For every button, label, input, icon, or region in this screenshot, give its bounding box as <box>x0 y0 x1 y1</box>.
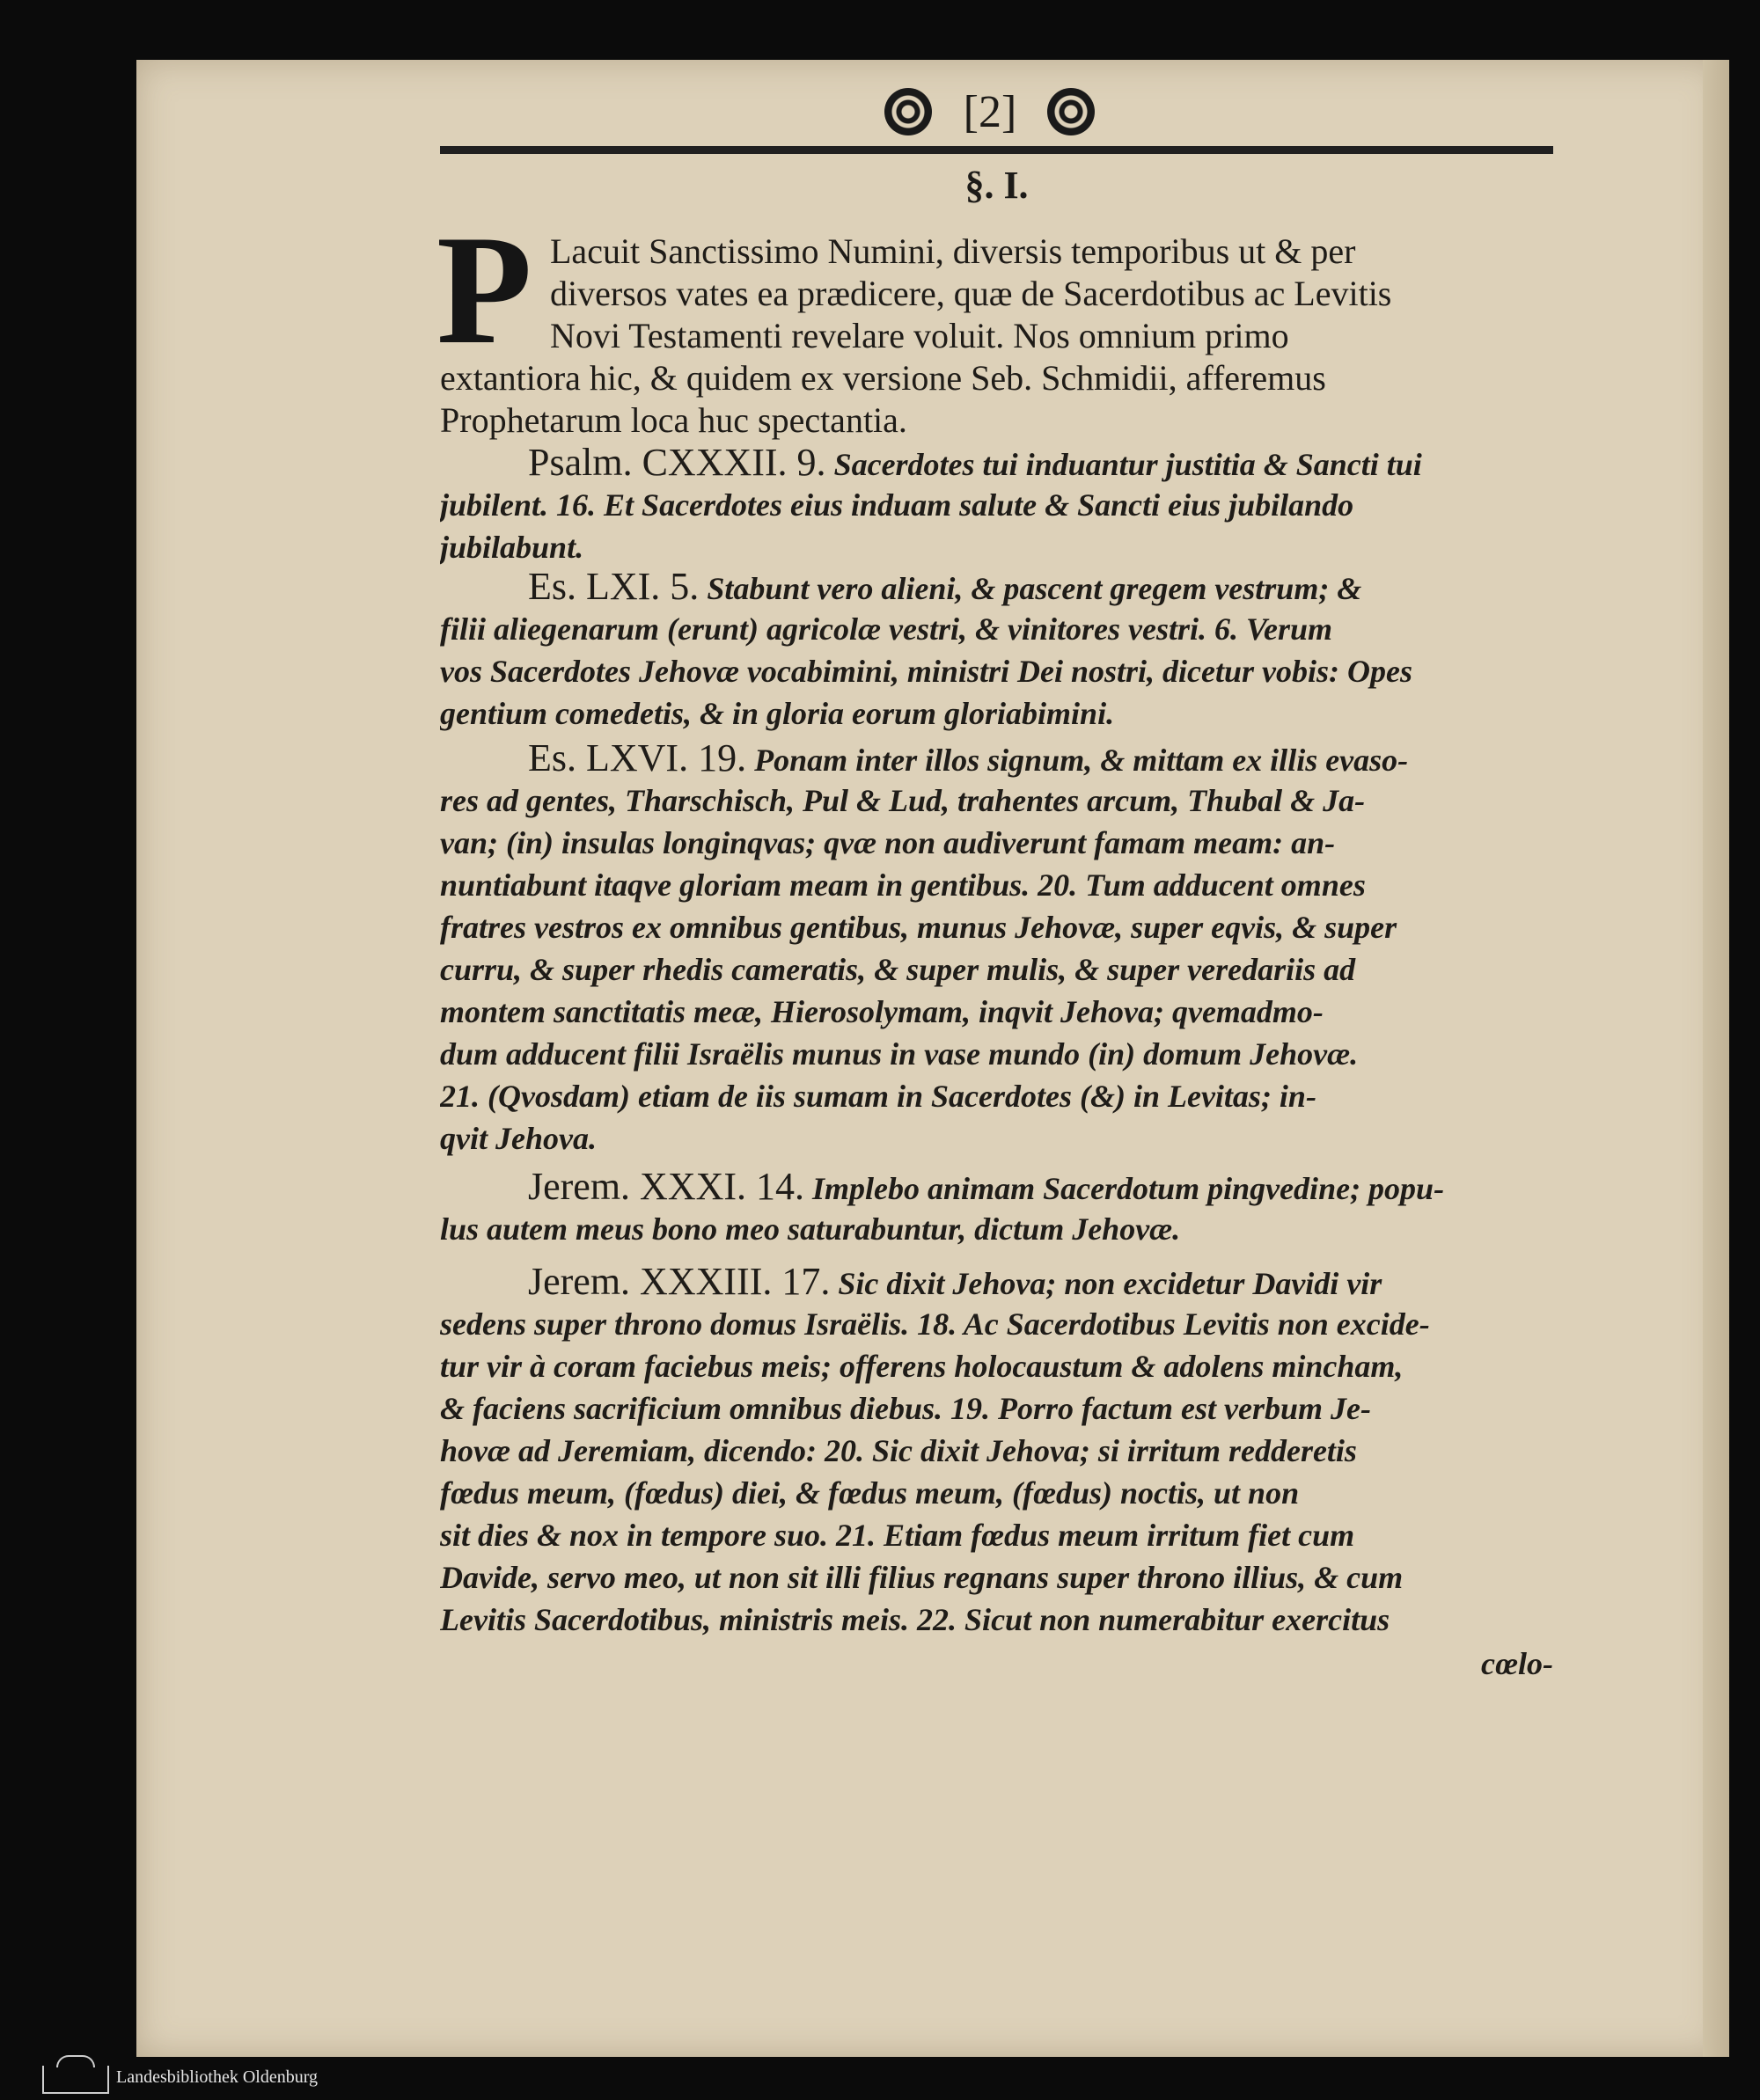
section-heading: §. I. <box>964 164 1029 207</box>
text-line: Novi Testamenti revelare voluit. Nos omnium primo <box>550 316 1289 355</box>
verse-line: Levitis Sacerdotibus, ministris meis. 22. Sicut non numerabitur exercitus <box>440 1602 1390 1637</box>
page-edge <box>1703 60 1729 2057</box>
verse-line: nuntiabunt itaqve gloriam meam in gentibus. 20. Tum adducent omnes <box>440 867 1366 903</box>
text-line: diversos vates ea prædicere, quæ de Sacerdotibus ac Levitis <box>550 274 1392 313</box>
scripture-reference: Psalm. CXXXII. 9. <box>528 442 826 484</box>
verse-line: qvit Jehova. <box>440 1121 597 1156</box>
verse-line <box>528 566 1553 608</box>
text-line: extantiora hic, & quidem ex versione Seb. Schmidii, afferemus <box>440 358 1326 398</box>
rosette-ornament-icon <box>1047 88 1095 135</box>
rosette-ornament-icon <box>884 88 932 135</box>
verse-line <box>528 442 1553 484</box>
verse-line: sedens super throno domus Israëlis. 18. Ac Sacerdotibus Levitis non excide- <box>440 1306 1430 1342</box>
verse-line: fratres vestros ex omnibus gentibus, munus Jehovæ, super eqvis, & super <box>440 910 1397 945</box>
verse-text: Implebo animam Sacerdotum pingvedine; popu- <box>812 1171 1445 1206</box>
verse-line: curru, & super rhedis cameratis, & super mulis, & super veredariis ad <box>440 952 1356 987</box>
verse-line: lus autem meus bono meo saturabuntur, dictum Jehovæ. <box>440 1211 1181 1247</box>
verse-line: Davide, servo meo, ut non sit illi filius regnans super throno illius, & cum <box>440 1560 1404 1595</box>
scripture-reference: Es. LXVI. 19. <box>528 737 747 779</box>
verse-text: Stabunt vero alieni, & pascent gregem vestrum; & <box>707 571 1362 606</box>
scripture-reference: Jerem. XXXIII. 17. <box>528 1261 831 1303</box>
library-name[interactable]: Landesbibliothek Oldenburg <box>116 2067 319 2087</box>
verse-line: dum adducent filii Israëlis munus in vase mundo (in) domum Jehovæ. <box>440 1036 1359 1072</box>
verse-line: jubilent. 16. Et Sacerdotes eius induam salute & Sancti eius jubilando <box>440 487 1354 523</box>
verse-line: sit dies & nox in tempore suo. 21. Etiam fœdus meum irritum fiet cum <box>440 1518 1355 1553</box>
verse-line: & faciens sacrificium omnibus diebus. 19. Porro factum est verbum Je- <box>440 1391 1371 1426</box>
verse-line <box>528 737 1553 779</box>
verse-line: 21. (Qvosdam) etiam de iis sumam in Sacerdotes (&) in Levitas; in- <box>440 1079 1316 1114</box>
page-header <box>440 88 1553 158</box>
page-number: [2] <box>963 87 1017 137</box>
verse-line: hovæ ad Jeremiam, dicendo: 20. Sic dixit Jehova; si irritum redderetis <box>440 1433 1357 1468</box>
verse-line: res ad gentes, Tharschisch, Pul & Lud, trahentes arcum, Thubal & Ja- <box>440 783 1366 818</box>
verse-line: fœdus meum, (fœdus) diei, & fœdus meum, (fœdus) noctis, ut non <box>440 1475 1300 1511</box>
verse-line: filii aliegenarum (erunt) agricolæ vestri, & vinitores vestri. 6. Verum <box>440 611 1333 647</box>
verse-line: vos Sacerdotes Jehovæ vocabimini, ministri Dei nostri, dicetur vobis: Opes <box>440 654 1412 689</box>
verse-line: tur vir à coram faciebus meis; offerens holocaustum & adolens mincham, <box>440 1349 1404 1384</box>
viewer-footer <box>0 2059 1760 2100</box>
header-rule <box>440 146 1553 154</box>
drop-capital: P <box>436 202 532 377</box>
verse-line <box>528 1261 1553 1303</box>
verse-line: gentium comedetis, & in gloria eorum gloriabimini. <box>440 696 1115 731</box>
verse-text: Sacerdotes tui induantur justitia & Sancti tui <box>833 447 1422 482</box>
text-line: Lacuit Sanctissimo Numini, diversis temporibus ut & per <box>550 231 1356 271</box>
scripture-reference: Jerem. XXXI. 14. <box>528 1166 805 1208</box>
text-line: Prophetarum loca huc spectantia. <box>440 400 907 440</box>
verse-text: Ponam inter illos signum, & mittam ex illis evaso- <box>754 743 1409 778</box>
verse-line <box>528 1166 1553 1208</box>
verse-text: Sic dixit Jehova; non excidetur Davidi vir <box>838 1266 1382 1301</box>
verse-line: montem sanctitatis meæ, Hierosolymam, inqvit Jehova; qvemadmo- <box>440 994 1324 1029</box>
verse-line: van; (in) insulas longinqvas; qvæ non audiverunt famam meam: an- <box>440 825 1336 860</box>
scripture-reference: Es. LXI. 5. <box>528 566 700 608</box>
library-building-icon <box>42 2066 109 2094</box>
catchword: cœlo- <box>1481 1646 1553 1681</box>
verse-line: jubilabunt. <box>440 530 584 565</box>
